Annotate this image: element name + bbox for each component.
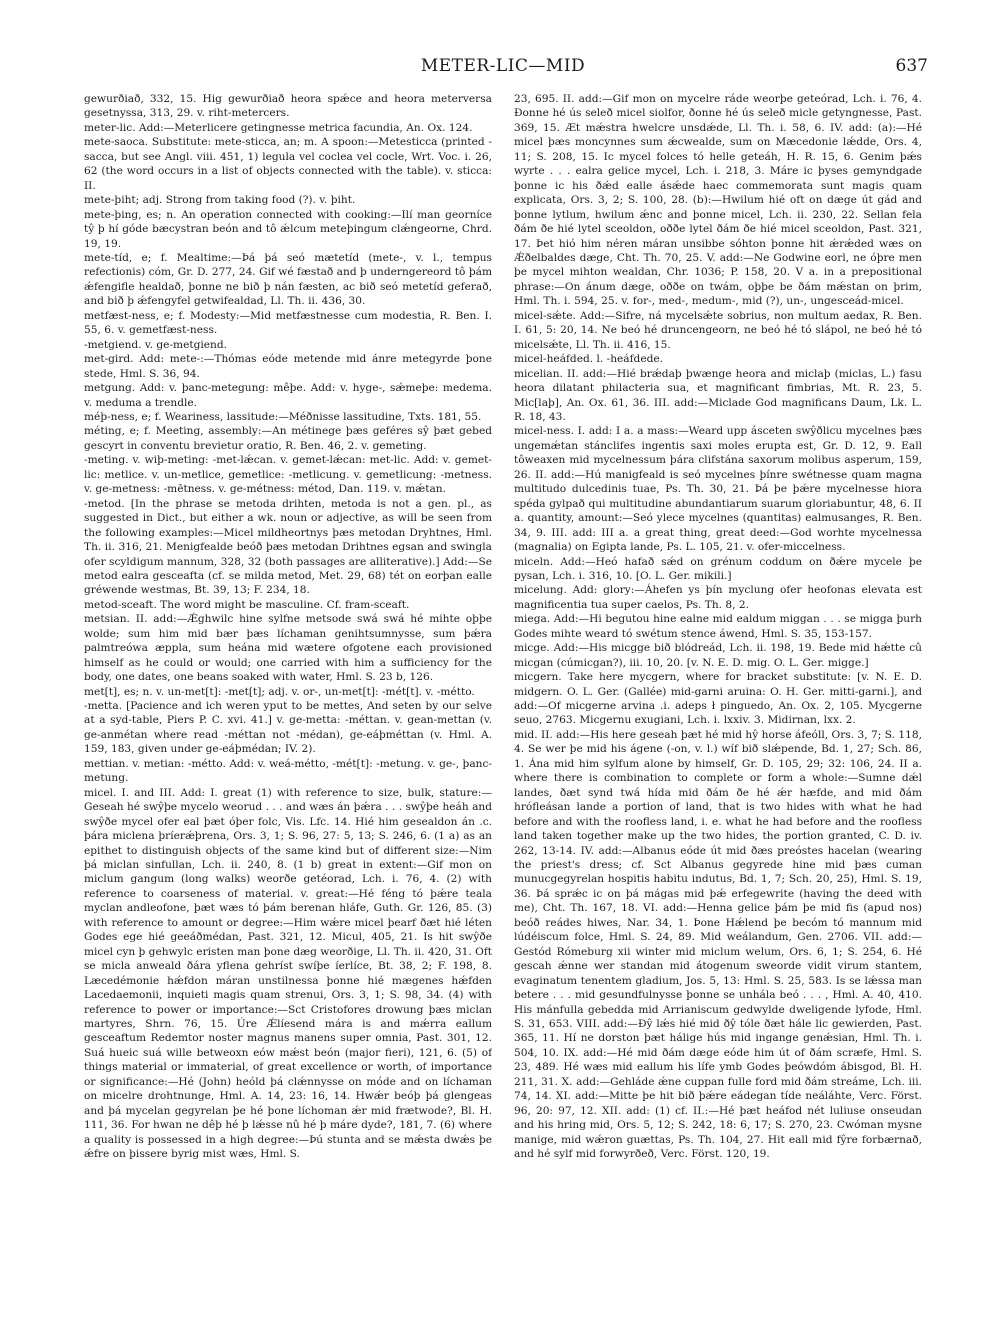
dictionary-entry: méþ-ness, e; f. Weariness, lassitude:—Méðnisse lassitudine, Txts. 181, 55. — [84, 410, 482, 423]
dictionary-entry: -metod. [In the phrase se metoda drihten, metoda is not a gen. pl., as suggested in Dict., but either a wk. noun or adjective, as will be seen from the following examples:—Micel mildheortnys þæs metodan Dryhtnes, Hml. Th. ii. 316, 21. Menigfealde beóð þæs metodan Drihtnes egsan and swingla ofer scyldigum mannum, 328, 32 (both passages are alliterative).] Add:—Se metod ealra gesceafta (cf. se milda metod, Met. 29, 68) tét on eorþan ealle gréwende westmas, Bt. 39, 13; F. 234, 18. — [84, 497, 492, 597]
dictionary-entry: mete-þiht; adj. Strong from taking food (?). v. þiht. — [84, 194, 356, 207]
running-head — [78, 52, 928, 82]
dictionary-entry: mid. II. add:—His here geseah þæt hé mid hŷ horse áfeóll, Ors. 3, 7; S. 118, 4. Se wer þe mid his ágene (-on, v. l.) wíf bið slǽpende, Bd. 1, 27; Sch. 86, 1. Ána mid him sylfum alone by himself, Gr. D. 105, 29; 32: 106, 24. II a. where there is combination to complete or form a whole:—Sumne dǽl landes, ðæt synd twá hída mid ðám ðe hé ǽr hæfde, and mid ðám hrófleásan lande a portion of land, that is two hides with what he had before and with the roofless land, i. e. what he had before and the roofless land taken together make up the two hides, the portion granted, C. D. iv. 262, 13-14. IV. add:—Albanus eóde út mid ðæs preóstes hacelan (wearing the priest's dress; cf. Sct Albanus gegyrede hine mid þæs cuman munucgegyrelan hospitis habitu indutus, Bd. 1, 7; Sch. 20, 25), Hml. S. 19, 36. Þá sprǽc ic on þá mágas mid þǽ erfegewrite (having the deed with me), Cht. Th. 167, 18. VI. add:—Henna gelice þám þe mid fis (apud nos) beóð reádes hiwes, Nar. 34, 1. Þone Hǽlend þe becóm tó mannum mid lúdéiscum folce, Hml. S. 24, 89. Mid weálandum, Gen. 2706. VII. add:—Gestód Rómeburg xii winter mid miclum welum, Ors. 6, 1; S. 254, 6. Hé gescah ǽnne wer standan mid átogenum sweorde vidit virum stantem, evaginatum tenentem gladium, Jos. 5, 13: Hml. S. 25, 583. Is se lǽssa man betere . . . mid gesundfulnysse þonne se unhála beó . . . , Hml. A. 40, 410. His mánfulla gebedda mid Arrianiscum gedwylde dweligende lyfode, Hml. S. 31, 653. VIII. add:—Ðŷ lǽs hié mid ðŷ tóle ðæt hále lic gewierden, Past. 365, 11. Hí ne dorston þæt hálige hús mid ingange genǽsian, Hml. Th. i. 504, 10. IX. add:—Hé mid ðám dæge eóde him út of ðám scræfe, Hml. S. 23, 489. Hé wæs mid eallum his lífe ymb Godes þeówdóm ábisgod, Bl. H. 211, 31. X. add:—Gehláde ǽne cuppan fulle ford mid ðám streáme, Lch. iii. 74, 14. XI. add:—Mitte þe hit bið þǽre eádegan tíde neáláhte, Verc. Först. 96, 20: 97, 12. XII. add: (1) cf. II.:—Hé þæt heáfod nét luliuse onseudan and his hring mid, Ors. 5, 12; S. 242, 18: 6, 17; S. 270, 23. Cwóman mysne manige, mid wǽron guættas, Ps. Th. 104, 27. Hit eall mid fŷre forbærnað, and hé sylf mid forwyrðeð, Verc. Först. 120, 19. — [514, 728, 922, 1161]
dictionary-entry: micelung. Add: glory:—Áhefen ys þín myclung ofer heofonas elevata est magnificentia tua super caelos, Ps. Th. 8, 2. — [514, 584, 922, 611]
dictionary-entry: micel-ness. I. add: I a. a mass:—Weard upp ásceten swŷðlicu mycelnes þæs ungemǽtan stánclifes ingentis saxi moles erupta est, Gr. D. 12, 9. Eall tôweaxen mid mycelnessum þára clifstána saxorum molibus asperum, 159, 26. II. add:—Hú manigfeald is seó mycelnes þínre swétnesse quam magna multitudo dulcedinis tuae, Ps. Th. 30, 21. Þá þe þǽre mycelnesse hiora spéda gylpað qui multitudine abundantiarum suarum gloriabuntur, 48, 6. II a. quantity, amount:—Seó ylece mycelnes (quantitas) ealmusanges, R. Ben. 34, 9. III. add: III a. a great thing, great deed:—God worhte mycelnessa (magnalia) on Egipta lande, Ps. L. 105, 21. v. ofer-miccelness. — [514, 425, 922, 554]
dictionary-entry: micel-sǽte. Add:—Sifre, ná mycelsǽte sobrius, non multum aedax, R. Ben. I. 61, 5: 20, 14. Ne beó hé druncengeorn, ne beó hé tó slápol, ne beó hé tó micelsǽte, Ll. Th. ii. 416, 15. — [514, 309, 922, 351]
dictionary-entry: micel. I. and III. Add: I. great (1) with reference to size, bulk, stature:—Geseah hé swŷþe mycelo weorud . . . and wæs án þǽra . . . swŷþe heáh and swŷðe mycel ofer eal þæt óþer folc, Vis. Lfc. 14. Hié him gesealdon án .c. þára miclena þríerǽþrena, Ors. 3, 1; S. 96, 27: 5, 13; S. 246, 6. (1 a) as an epithet to distinguish objects of the same kind but of different size:—Nim þá miclan sinfullan, Lch. ii. 240, 8. (1 b) great in extent:—Gif mon on miclum gangum (long walks) weorðe getéorad, Lch. i. 76, 4. (2) with reference to coarseness of material. v. great:—Hé féng tó þǽre teala myclan andleofone, þæt wæs tó þám berenan hláfe, Guth. Gr. 126, 85. (3) with reference to amount or degree:—Him wǽre micel þearf ðæt hié léten Godes ege hié geeáðmédan, Past. 321, 12. Micul, 405, 21. Is hit swŷðe micel cyn þ gehwylc eristen man þone dæg weorðige, Ll. Th. ii. 420, 31. Oft se micla anweald ðára yflena gehríst swíþe íerlíce, Bt. 38, 2; F. 198, 8. Læcedémonie hǽfdon máran unstilnessa þonne hié mægenes hǽfden Lacedaemonii, inquieti magis quam strenui, Ors. 3, 1; S. 98, 34. (4) with reference to power or importance:—Sct Cristofores drowung þæs miclan martyres, Shrn. 76, 15. Úre Ǽlíesend mára is and mǽrra eallum gesceaftum Redemtor noster magnus manens super omnia, Past. 301, 12. Suá hueic suá wille betweoxn eów mǽst beón (major fieri), 121, 6. (5) of things material or immaterial, of great excellence or worth, of importance or significance:—Hé (John) heóld þá clǽnnysse on móde and on líchaman on micelre drohtnunge, Hml. A. 14, 23: 16, 14. Hwǽr beóþ þá glengeas and þá mycelan gegyrelan þe hé þone líchoman ǽr mid frætwode?, Bl. H. 111, 36. For hwan ne dêþ hé þ lǽsse nû hé þ máre dyde?, 181, 7. (6) where a quality is possessed in a high degree:—Þú stunta and se mǽsta dwǽs þe ǽfre on þissere byrig mist wæs, Hml. S. — [84, 786, 492, 1161]
dictionary-entry: mete-þing, es; n. An operation connected with cooking:—Ilí man georníce tŷ þ hí góde bæcystran beón and tô ǽlcum meteþingum clǽngeorne, Chrd. 19, 19. — [84, 208, 492, 250]
dictionary-entry: miceln. Add:—Heó hafað sǽd on grénum coddum on ðǽre mycele þe pysan, Lch. i. 316, 10. [O. L. Ger. mikili.] — [514, 555, 922, 582]
right-column — [514, 92, 922, 1308]
dictionary-entry: mete-tíd, e; f. Mealtime:—Þá þá seó mætetíd (mete-, v. l., tempus refectionis) cóm, Gr. D. 277, 24. Gif wé fæstað and þ underngereord tô þám ǽfengifle healdað, þonne ne bið þ nán fæsten, ac bið seó metetíd geferað, and bið þ ǽfengyfel getwifealdad, Ll. Th. ii. 436, 30. — [84, 251, 492, 308]
dictionary-entry: -meting. v. wiþ-meting: -met-lǽcan. v. gemet-lǽcan: met-lic. Add: v. gemet-lic: metlice. v. un-metlice, gemetlice: -metlicung. v. gemetlicung: -metness. v. ge-metness: -mētness. v. ge-métness: métod, Dan. 119. v. mǽtan. — [84, 454, 492, 496]
dictionary-entry: metod-sceaft. The word might be masculine. Cf. fram-sceaft. — [84, 598, 410, 611]
dictionary-entry: micgern. Take here mycgern, where for bracket substitute: [v. N. E. D. midgern. O. L. Ger. (Gallée) mid-garni aruina: O. H. Ger. mitti-garni.], and add:—Of micgerne arvina .i. adeps ł pinguedo, An. Ox. 2, 105. Mycgerne seuo, 2763. Micgernu exugiani, Lch. i. lxxiv. 3. Midirnan, lxx. 2. — [514, 671, 922, 727]
dictionary-entry: mete-saoca. Substitute: mete-sticca, an; m. A spoon:—Metesticca (printed -sacca, but see Angl. viii. 451, 1) legula vel coclea vel cocle, Wrt. Voc. i. 26, 62 (the word occurs in a list of objects connected with the table). v. sticca: II. — [84, 136, 492, 192]
dictionary-entry: mettian. v. metian: -métto. Add: v. weá-métto, -mét[t]: -metung. v. ge-, þanc-metung. — [84, 757, 492, 785]
dictionary-entry: metfæst-ness, e; f. Modesty:—Mid metfæstnesse cum modestia, R. Ben. I. 55, 6. v. gemetfæst-ness. — [84, 309, 492, 337]
dictionary-entry: meter-lic. Add:—Meterlicere getingnesse metrica facundia, An. Ox. 124. — [84, 121, 473, 134]
left-column — [84, 92, 492, 1308]
dictionary-entry: gewurðiað, 332, 15. Hig gewurðiað heora spǽce and heora meterversa gesetnyssa, 313, 29. v. riht-metercers. — [84, 93, 492, 120]
dictionary-entry: -metta. [Pacience and ich weren yput to be mettes, And seten by our selve at a syd-table, Piers P. C. xvi. 41.] v. ge-metta: -méttan. v. gean-mettan (v. ge-anmétan where read -méttan not -médan), ge-eáþméttan (v. Hml. A. 159, 183, given under ge-eáþmédan; IV. 2). — [84, 700, 492, 756]
dictionary-entry: metgung. Add: v. þanc-metegung: mêþe. Add: v. hyge-, sǽmeþe: medema. v. meduma a trendle. — [84, 382, 492, 409]
dictionary-entry: met[t], es; n. v. un-met[t]: -met[t]; adj. v. or-, un-met[t]: -mét[t]. v. -métto. — [84, 685, 475, 698]
dictionary-entry: méting, e; f. Meeting, assembly:—An métinege þæs geféres sŷ þæt gebed gescyrt in conventu brevietur oratio, R. Ben. 46, 2. v. gemeting. — [84, 425, 492, 452]
dictionary-entry: 23, 695. II. add:—Gif mon on mycelre ráde weorþe geteórad, Lch. i. 76, 4. Ðonne hé ús seleð micel siolfor, ðonne hé ús seleð micle getyngnesse, Past. 369, 15. Æt mǽstra hwelcre unsdǽde, Ll. Th. i. 58, 6. IV. add: (a):—Hé micel þæs moncynnes sum ǽcwealde, sum on Mæcedonie lǽdde, Ors. 4, 11; S. 208, 15. Ic mycel folces tó helle geteáh, H. R. 15, 6. Genim þǽs wyrte . . . ealra gelice mycel, Lch. i. 218, 3. Máre ic þyses gemyndgade þonne ic his ðǽd ealle ásǽde haec commemorata sunt magis quam explicata, Ors. 3, 2; S. 100, 28. (b):—Hwilum hié oft on dæge út gád and þonne lytlum, hwilum ǽnc and þonne micel, Lch. ii. 230, 22. Sellan fela ðám ðe hié lytel sceoldon, oððe lytel ðám ðe hié micel sceoldon, Past. 321, 17. Þet hió him néren máran unsibbe sóhton þonne hit ǽrǽded wæs on Ǽðelbaldes dæge, Cht. Th. 70, 25. V. add:—Ne Godwine eorl, ne óþre men þe mycel mihton wealdan, Chr. 1036; P. 158, 20. V a. in a prepositional phrase:—On ánum dæge, oððe on twám, oþþe be ðám mǽstan on þrim, Hml. Th. i. 594, 25. v. for-, med-, medum-, mid (?), un-, ungesceád-micel. — [514, 93, 922, 308]
dictionary-entry: metsian. II. add:—Ǽghwilc hine sylfne metsode swá swá hé mihte oþþe wolde; sum him mid bær þæs líchaman genihtsumnysse, sum þǽra palmtreówa æppla, sum heána mid wætere ofgotene each provisioned himself as he could or would; one carried with him a sufficiency for the body, one dates, one beans soaked with water, Hml. S. 23 b, 126. — [84, 613, 492, 684]
dictionary-entry: miega. Add:—Hi begutou hine ealne mid ealdum miggan . . . se migga þurh Godes mihte weard tó swétum stence áwend, Hml. S. 35, 153-157. — [514, 613, 922, 640]
page-number: 637 — [895, 56, 928, 76]
dictionary-entry: -metgiend. v. ge-metgiend. — [84, 338, 228, 351]
dictionary-entry: micge. Add:—His micgge bið blódreád, Lch. ii. 198, 19. Bede mid hǽtte cû micgan (cúmicgan?), iii. 10, 20. [v. N. E. D. mig. O. L. Ger. migge.] — [514, 642, 922, 669]
dictionary-entry: met-gird. Add: mete-:—Thómas eóde metende mid ánre metegyrde þone stede, Hml. S. 36, 94. — [84, 353, 492, 380]
running-title: METER-LIC—MID — [420, 56, 586, 76]
dictionary-entry: micelian. II. add:—Hié brǽdaþ þwænge heora and miclaþ (miclas, L.) fasu heora dilatant philacteria sua, et magnificant fimbrias, Mt. R. 23, 5. Mic[laþ], An. Ox. 61, 36. III. add:—Miclade God magnificans Daum, Lk. L. R. 18, 43. — [514, 367, 922, 423]
dictionary-entry: micel-heáfded. l. -heáfdede. — [514, 353, 664, 366]
